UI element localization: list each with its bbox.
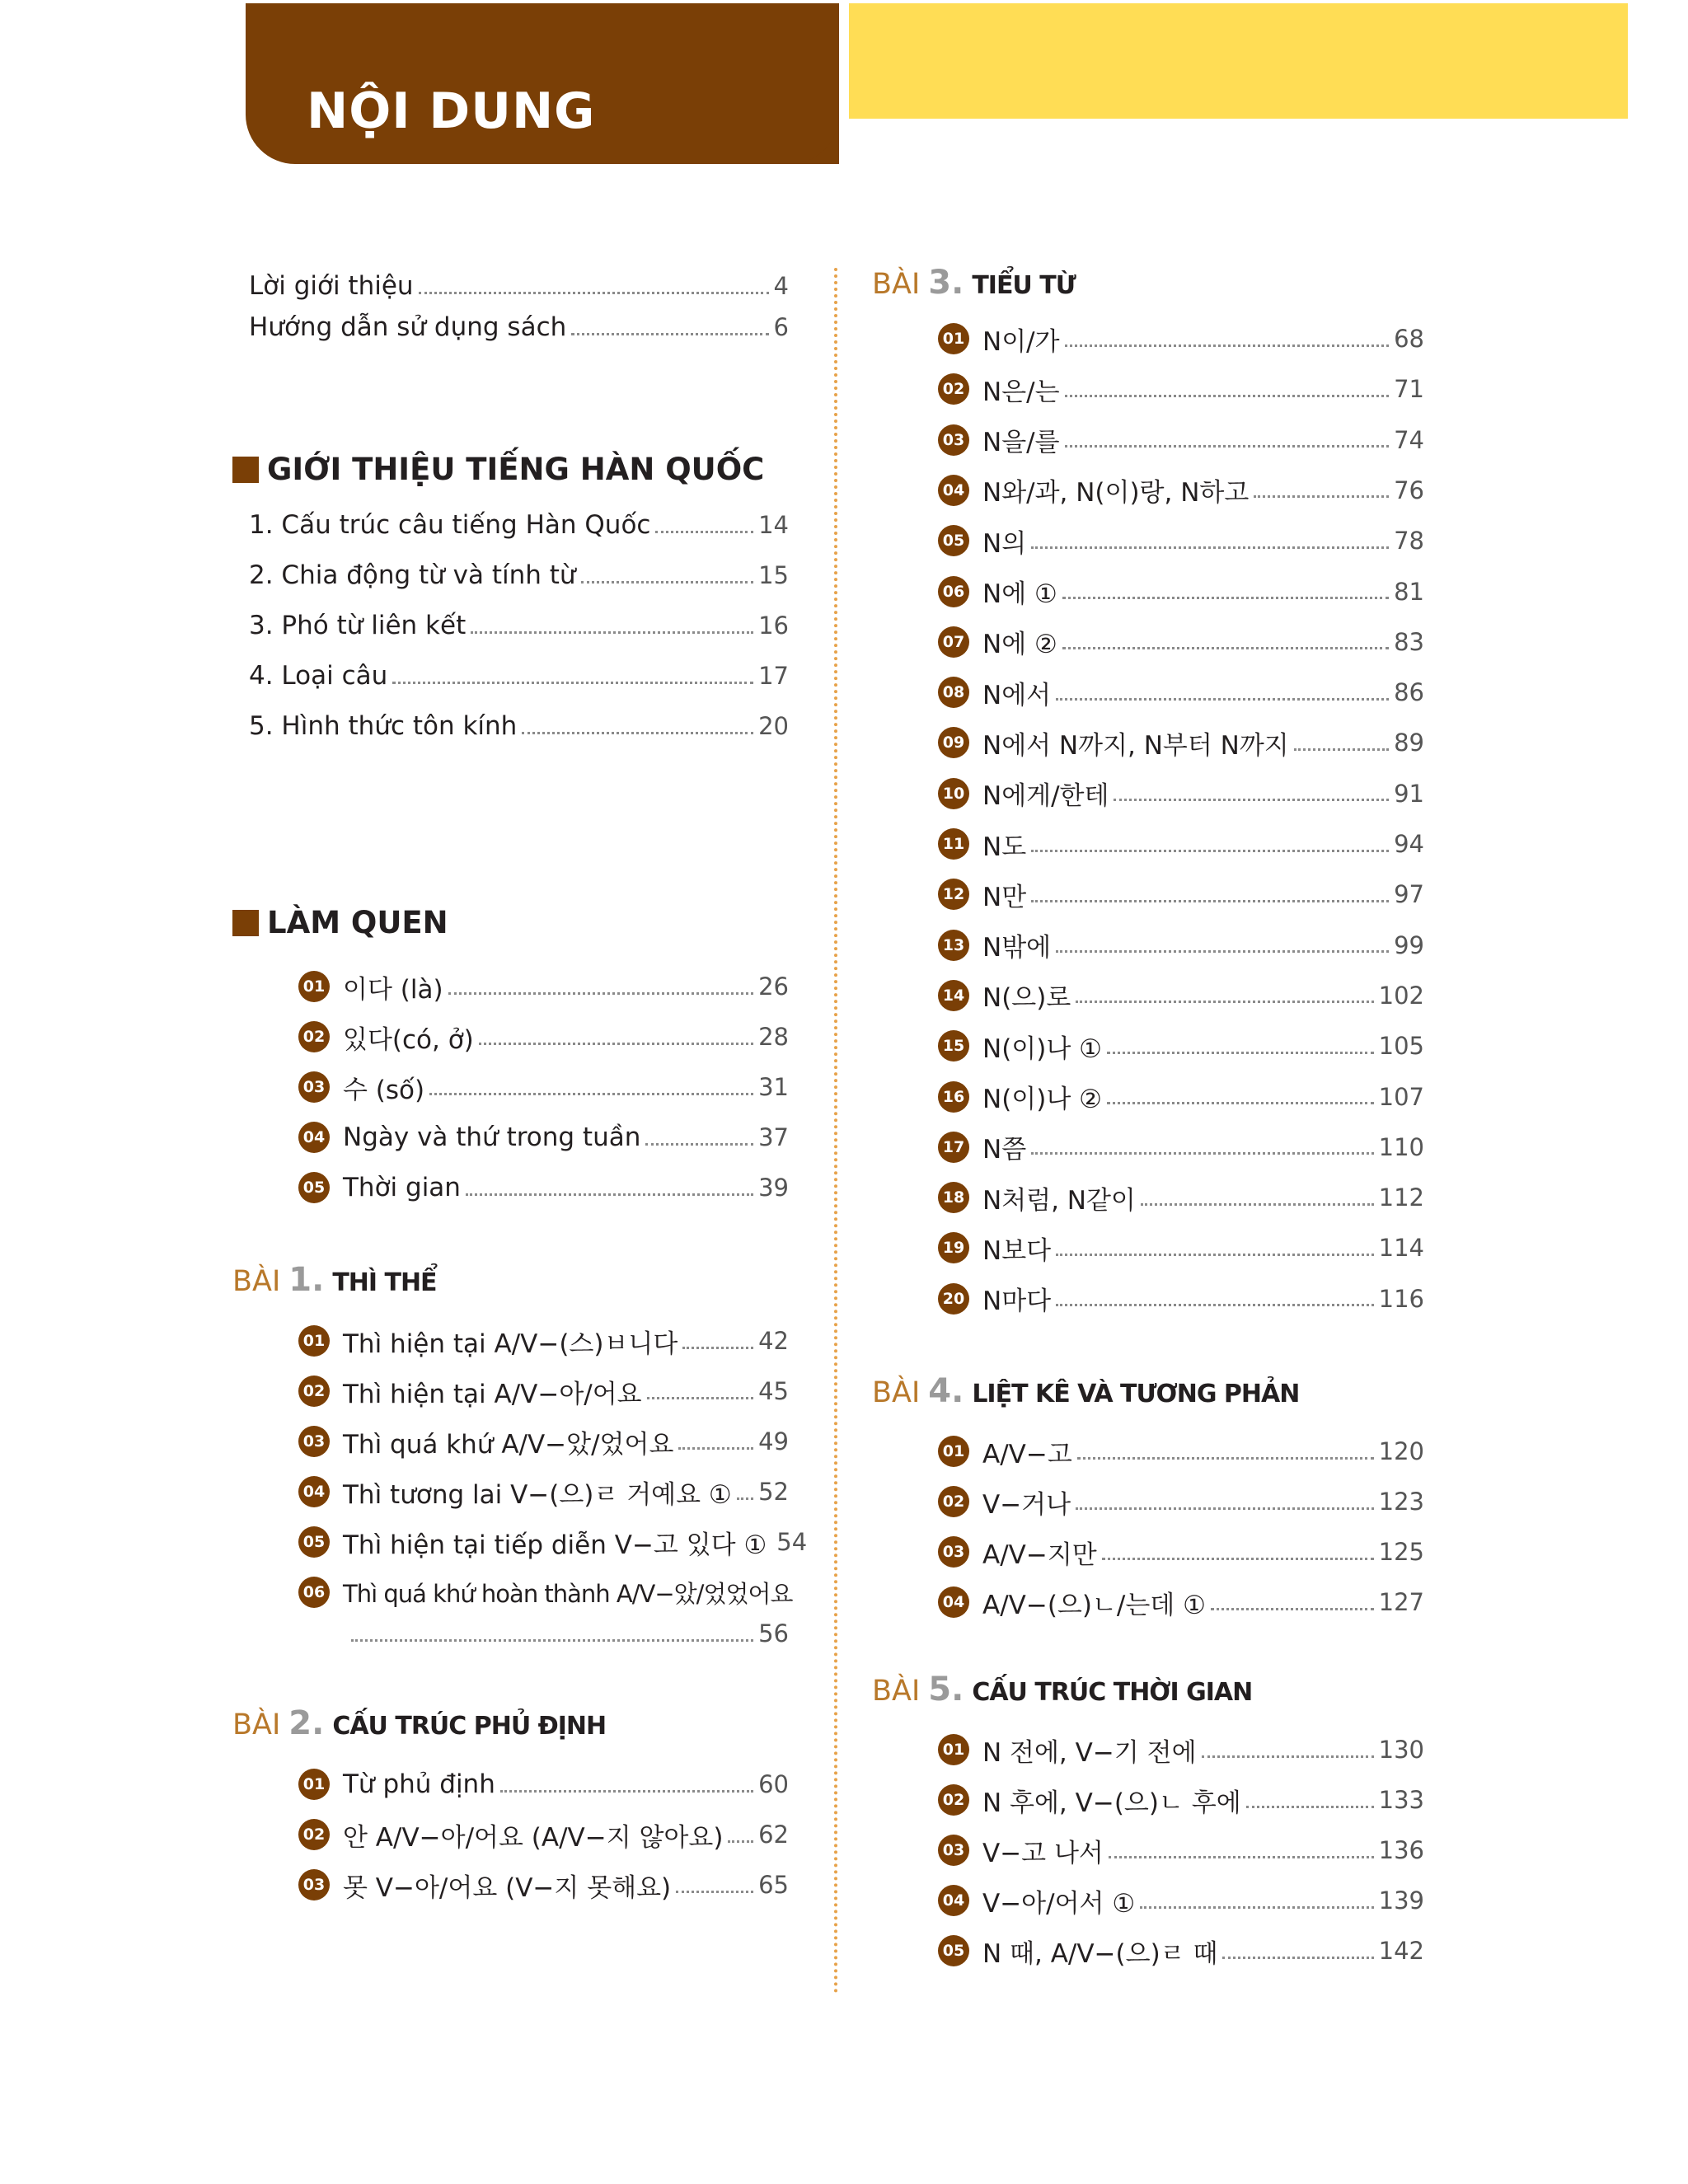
entry-text: 1. Cấu trúc câu tiếng Hàn Quốc <box>249 510 651 540</box>
entry-page: 74 <box>1394 425 1424 454</box>
number-badge: 14 <box>938 980 969 1011</box>
dot-leader <box>645 1143 753 1146</box>
entry-page: 102 <box>1378 981 1424 1010</box>
entry-text: 3. Phó từ liên kết <box>249 611 467 640</box>
dot-leader <box>1062 597 1389 599</box>
number-badge: 01 <box>298 1769 330 1800</box>
dot-leader <box>1107 1052 1374 1054</box>
entry-text: N 후에, V−(으)ㄴ 후에 <box>982 1788 1241 1818</box>
entry-page: 14 <box>758 511 789 539</box>
section-title: GIỚI THIỆU TIẾNG HÀN QUỐC <box>267 452 765 487</box>
lesson-label: BÀI <box>232 1708 281 1741</box>
number-badge: 05 <box>298 1172 330 1203</box>
number-badge: 01 <box>938 1436 969 1467</box>
number-badge: 06 <box>298 1577 330 1608</box>
toc-entry[interactable] <box>938 1531 1424 1572</box>
entry-text: N에서 <box>982 680 1052 710</box>
lesson-title: CẤU TRÚC PHỦ ĐỊNH <box>332 1712 607 1741</box>
dot-leader <box>678 1447 753 1450</box>
toc-entry[interactable] <box>938 1880 1424 1921</box>
dot-leader <box>1077 1457 1374 1460</box>
toc-entry[interactable] <box>298 1066 789 1108</box>
entry-text: N도 <box>982 832 1027 862</box>
entry-page: 28 <box>758 1023 789 1051</box>
entry-page: 78 <box>1394 527 1424 555</box>
entry-text: 못 V−아/어요 (V−지 못해요) <box>343 1872 672 1903</box>
dot-leader <box>471 631 753 634</box>
entry-text: Thì quá khứ A/V−았/었어요 <box>343 1429 674 1460</box>
dot-leader <box>1140 1906 1374 1909</box>
entry-text: Hướng dẫn sử dụng sách <box>249 312 567 342</box>
dot-leader <box>419 292 769 294</box>
number-badge: 01 <box>298 971 330 1002</box>
entry-page: 139 <box>1378 1886 1424 1915</box>
entry-page: 142 <box>1378 1937 1424 1965</box>
entry-page: 76 <box>1394 476 1424 504</box>
lesson-title: LIỆT KÊ VÀ TƯƠNG PHẢN <box>972 1380 1300 1408</box>
entry-text: 있다(có, ở) <box>343 1024 474 1055</box>
lesson-heading-bai5 <box>872 1671 1252 1708</box>
section-heading-lam-quen <box>232 905 448 940</box>
number-badge: 13 <box>938 930 969 961</box>
toc-entry[interactable] <box>938 722 1424 763</box>
toc-entry[interactable] <box>938 1779 1424 1821</box>
entry-text: N처럼, N같이 <box>982 1185 1136 1216</box>
toc-entry[interactable] <box>938 1830 1424 1871</box>
number-badge: 02 <box>938 373 969 405</box>
toc-entry[interactable] <box>938 773 1424 814</box>
entry-page: 107 <box>1378 1082 1424 1111</box>
dot-leader <box>1031 850 1389 852</box>
toc-entry[interactable] <box>938 672 1424 713</box>
entry-page: 116 <box>1378 1284 1424 1313</box>
number-badge: 02 <box>938 1486 969 1517</box>
toc-entry[interactable] <box>298 1117 789 1158</box>
dot-leader <box>1056 698 1389 701</box>
dot-leader <box>1031 1152 1374 1155</box>
dot-leader <box>392 682 753 684</box>
dot-leader <box>1056 1304 1374 1306</box>
dot-leader <box>466 1193 753 1196</box>
lesson-title: THÌ THỂ <box>332 1268 437 1297</box>
entry-text: Lời giới thiệu <box>249 271 414 301</box>
square-bullet-icon <box>232 457 259 483</box>
dot-leader <box>448 992 754 995</box>
lesson-heading-bai3 <box>872 264 1076 302</box>
number-badge: 05 <box>938 1935 969 1966</box>
entry-page: 17 <box>758 662 789 690</box>
number-badge: 20 <box>938 1283 969 1315</box>
toc-entry-intro[interactable] <box>249 265 789 307</box>
entry-text: 4. Loại câu <box>249 661 388 691</box>
dot-leader <box>1109 1856 1374 1858</box>
entry-page: 42 <box>758 1327 789 1355</box>
entry-page: 15 <box>758 561 789 589</box>
dot-leader <box>647 1397 753 1399</box>
dot-leader <box>1202 1755 1374 1758</box>
entry-page: 110 <box>1378 1132 1424 1161</box>
toc-entry[interactable] <box>938 470 1424 511</box>
entry-page: 136 <box>1378 1836 1424 1864</box>
dot-leader <box>479 1043 753 1045</box>
toc-entry[interactable] <box>938 823 1424 865</box>
lesson-label: BÀI <box>872 1376 921 1409</box>
dot-leader <box>1102 1558 1374 1560</box>
entry-page: 71 <box>1394 375 1424 404</box>
dot-leader <box>676 1891 753 1893</box>
entry-page: 127 <box>1378 1588 1424 1616</box>
toc-entry[interactable] <box>938 520 1424 561</box>
entry-page: 97 <box>1394 880 1424 909</box>
entry-text: N에게/한테 <box>982 781 1109 812</box>
entry-text: N은/는 <box>982 377 1060 407</box>
dot-leader <box>1107 1102 1374 1104</box>
number-badge: 08 <box>938 677 969 708</box>
entry-page: 4 <box>773 272 789 300</box>
number-badge: 02 <box>298 1021 330 1052</box>
entry-text: 안 A/V−아/어요 (A/V−지 않아요) <box>343 1822 724 1853</box>
lesson-title: CẤU TRÚC THỜI GIAN <box>972 1678 1253 1707</box>
toc-entry[interactable] <box>938 571 1424 612</box>
toc-entry[interactable] <box>298 1016 789 1057</box>
dot-leader <box>1222 1957 1373 1959</box>
entry-page: 65 <box>758 1871 789 1899</box>
number-badge: 04 <box>298 1476 330 1507</box>
entry-text: Từ phủ định <box>343 1769 495 1799</box>
dot-leader <box>429 1093 753 1095</box>
entry-page: 56 <box>758 1619 789 1647</box>
number-badge: 10 <box>938 778 969 809</box>
section-title: LÀM QUEN <box>267 905 448 940</box>
section-heading-gioi-thieu <box>232 452 764 487</box>
dot-leader <box>1065 344 1390 347</box>
number-badge: 03 <box>298 1869 330 1900</box>
lesson-number: 5. <box>928 1671 964 1708</box>
toc-entry[interactable] <box>938 368 1424 410</box>
toc-entry[interactable] <box>938 1127 1424 1168</box>
dot-leader <box>1031 546 1389 549</box>
entry-text: N(이)나 ② <box>982 1085 1102 1114</box>
toc-entry[interactable] <box>938 1431 1424 1472</box>
dot-leader <box>728 1840 753 1843</box>
dot-leader <box>1031 900 1389 902</box>
toc-entry[interactable] <box>938 925 1424 966</box>
entry-page: 26 <box>758 972 789 1001</box>
entry-text: 수 (số) <box>343 1075 425 1105</box>
lesson-label: BÀI <box>232 1265 281 1298</box>
number-badge: 03 <box>938 1835 969 1866</box>
toc-entry[interactable] <box>298 1320 789 1361</box>
entry-page: 105 <box>1378 1032 1424 1061</box>
lesson-number: 4. <box>928 1372 964 1410</box>
lesson-number: 2. <box>288 1704 325 1742</box>
entry-text: N에 ② <box>982 630 1057 660</box>
lesson-heading-bai1 <box>232 1261 437 1299</box>
dot-leader <box>655 531 753 533</box>
entry-page: 120 <box>1378 1437 1424 1465</box>
number-badge: 04 <box>298 1122 330 1153</box>
entry-text: N 때, A/V−(으)ㄹ 때 <box>982 1938 1218 1969</box>
toc-entry[interactable] <box>298 1371 789 1412</box>
toc-entry-guide[interactable] <box>249 307 789 348</box>
entry-page: 89 <box>1394 729 1424 757</box>
entry-text: A/V−(으)ㄴ/는데 ① <box>982 1590 1206 1620</box>
toc-entry[interactable] <box>249 705 789 747</box>
toc-entry[interactable] <box>298 966 789 1007</box>
toc-entry[interactable] <box>249 655 789 696</box>
square-bullet-icon <box>232 910 259 936</box>
entry-page: 37 <box>758 1123 789 1151</box>
toc-entry[interactable] <box>298 1864 789 1905</box>
dot-leader <box>1246 1806 1374 1808</box>
number-badge: 15 <box>938 1030 969 1062</box>
lesson-label: BÀI <box>872 268 921 301</box>
entry-text: N(으)로 <box>982 983 1071 1014</box>
toc-entry[interactable] <box>298 1167 789 1208</box>
entry-text: N밖에 <box>982 933 1052 963</box>
entry-page: 83 <box>1394 627 1424 656</box>
toc-entry[interactable] <box>938 419 1424 461</box>
entry-text: V−거나 <box>982 1489 1071 1520</box>
number-badge: 02 <box>938 1784 969 1816</box>
entry-text: V−고 나서 <box>982 1838 1104 1868</box>
entry-text: A/V−고 <box>982 1439 1072 1469</box>
entry-text: Thời gian <box>343 1173 461 1202</box>
dot-leader <box>1141 1203 1374 1206</box>
entry-page: 99 <box>1394 930 1424 959</box>
entry-page: 45 <box>758 1377 789 1405</box>
entry-text: Ngày và thứ trong tuần <box>343 1122 641 1152</box>
entry-page: 54 <box>776 1528 808 1556</box>
entry-page: 60 <box>758 1770 789 1798</box>
number-badge: 03 <box>938 1536 969 1568</box>
number-badge: 01 <box>298 1325 330 1357</box>
entry-page: 20 <box>758 712 789 740</box>
toc-entry[interactable] <box>938 621 1424 663</box>
entry-text: Thì hiện tại A/V−(스)ㅂ니다 <box>343 1329 678 1359</box>
entry-page: 133 <box>1378 1786 1424 1814</box>
number-badge: 01 <box>938 323 969 354</box>
number-badge: 05 <box>298 1526 330 1558</box>
dot-leader <box>500 1790 753 1793</box>
number-badge: 09 <box>938 727 969 758</box>
entry-page: 31 <box>758 1073 789 1101</box>
lesson-heading-bai2 <box>232 1704 606 1742</box>
entry-text: Thì hiện tại A/V−아/어요 <box>343 1379 642 1409</box>
dot-leader <box>1294 748 1389 751</box>
toc-entry[interactable] <box>249 555 789 596</box>
entry-page: 52 <box>758 1478 789 1506</box>
entry-page: 114 <box>1378 1234 1424 1263</box>
number-badge: 12 <box>938 879 969 910</box>
dot-leader <box>522 732 753 734</box>
number-badge: 11 <box>938 828 969 860</box>
entry-text: N(이)나 ① <box>982 1033 1102 1064</box>
number-badge: 06 <box>938 576 969 607</box>
dot-leader <box>1065 395 1390 397</box>
dot-leader <box>1254 495 1389 498</box>
entry-page: 39 <box>758 1174 789 1202</box>
toc-entry[interactable] <box>938 1278 1424 1319</box>
number-badge: 03 <box>938 424 969 456</box>
dot-leader <box>1056 1254 1374 1256</box>
entry-page: 112 <box>1378 1183 1424 1212</box>
page-title: NỘI DUNG <box>307 82 596 140</box>
toc-entry[interactable] <box>938 874 1424 915</box>
toc-entry-continued[interactable] <box>346 1613 789 1654</box>
entry-page: 68 <box>1394 325 1424 353</box>
column-divider <box>834 268 837 1994</box>
number-badge: 04 <box>938 1885 969 1916</box>
toc-entry[interactable] <box>938 975 1424 1016</box>
entry-text: Thì tương lai V−(으)ㄹ 거예요 ① <box>343 1479 732 1510</box>
dot-leader <box>571 333 768 335</box>
entry-text: 이다 (là) <box>343 974 443 1005</box>
toc-entry[interactable] <box>298 1814 789 1855</box>
dot-leader <box>1114 799 1389 801</box>
number-badge: 02 <box>298 1819 330 1850</box>
entry-text: 2. Chia động từ và tính từ <box>249 560 576 590</box>
toc-entry[interactable] <box>938 1025 1424 1066</box>
entry-page: 130 <box>1378 1736 1424 1764</box>
number-badge: 18 <box>938 1182 969 1213</box>
entry-text: N에 ① <box>982 579 1057 609</box>
toc-entry[interactable] <box>298 1572 793 1613</box>
toc-entry[interactable] <box>938 1227 1424 1268</box>
lesson-heading-bai4 <box>872 1372 1299 1410</box>
entry-text: N마다 <box>982 1286 1052 1317</box>
toc-entry[interactable] <box>938 1481 1424 1522</box>
header-accent-bar <box>849 3 1628 119</box>
entry-text: N의 <box>982 528 1027 559</box>
toc-entry[interactable] <box>938 1076 1424 1118</box>
toc-entry[interactable] <box>298 1764 789 1805</box>
entry-text: N쯤 <box>982 1135 1027 1165</box>
number-badge: 04 <box>938 475 969 506</box>
toc-entry[interactable] <box>938 1582 1424 1623</box>
entry-text: N보다 <box>982 1235 1052 1266</box>
entry-text: V−아/어서 ① <box>982 1888 1136 1919</box>
toc-entry[interactable] <box>938 1930 1424 1971</box>
dot-leader <box>1076 1001 1373 1003</box>
dot-leader <box>737 1497 753 1500</box>
lesson-label: BÀI <box>872 1675 921 1708</box>
toc-entry[interactable] <box>249 605 789 646</box>
entry-text: Thì quá khứ hoàn thành A/V−았/었었어요 <box>343 1579 793 1608</box>
entry-page: 62 <box>758 1821 789 1849</box>
dot-leader <box>1062 647 1389 649</box>
number-badge: 03 <box>298 1426 330 1457</box>
toc-entry[interactable] <box>298 1471 789 1512</box>
entry-text: Thì hiện tại tiếp diễn V−고 있다 ① <box>343 1530 767 1560</box>
dot-leader <box>581 581 754 583</box>
entry-page: 86 <box>1394 678 1424 707</box>
entry-text: 5. Hình thức tôn kính <box>249 711 518 741</box>
dot-leader <box>1076 1507 1374 1510</box>
dot-leader <box>351 1639 753 1642</box>
number-badge: 05 <box>938 525 969 556</box>
dot-leader <box>682 1347 753 1349</box>
number-badge: 17 <box>938 1132 969 1163</box>
lesson-number: 3. <box>928 264 964 302</box>
entry-text: N이/가 <box>982 326 1060 357</box>
number-badge: 04 <box>938 1586 969 1618</box>
toc-entry[interactable] <box>938 1729 1424 1770</box>
number-badge: 16 <box>938 1081 969 1113</box>
entry-text: A/V−지만 <box>982 1540 1097 1570</box>
entry-page: 94 <box>1394 830 1424 858</box>
number-badge: 07 <box>938 626 969 658</box>
number-badge: 19 <box>938 1232 969 1263</box>
entry-text: N만 <box>982 882 1027 912</box>
entry-text: N 전에, V−기 전에 <box>982 1737 1197 1768</box>
entry-page: 16 <box>758 612 789 640</box>
number-badge: 02 <box>298 1376 330 1407</box>
entry-page: 49 <box>758 1427 789 1455</box>
lesson-number: 1. <box>288 1261 325 1299</box>
entry-page: 123 <box>1378 1488 1424 1516</box>
dot-leader <box>1056 950 1389 953</box>
toc-entry[interactable] <box>938 318 1424 359</box>
toc-entry[interactable] <box>298 1521 808 1563</box>
entry-text: N와/과, N(이)랑, N하고 <box>982 478 1250 509</box>
dot-leader <box>1211 1608 1374 1610</box>
entry-page: 6 <box>773 313 789 341</box>
entry-page: 125 <box>1378 1538 1424 1566</box>
lesson-title: TIỂU TỪ <box>972 271 1076 300</box>
toc-entry[interactable] <box>298 1421 789 1462</box>
entry-page: 81 <box>1394 577 1424 606</box>
entry-text: N에서 N까지, N부터 N까지 <box>982 730 1289 761</box>
dot-leader <box>1065 445 1390 448</box>
number-badge: 01 <box>938 1734 969 1765</box>
entry-page: 91 <box>1394 779 1424 808</box>
entry-text: N을/를 <box>982 428 1060 458</box>
number-badge: 03 <box>298 1071 330 1103</box>
toc-entry[interactable] <box>249 504 789 546</box>
toc-entry[interactable] <box>938 1177 1424 1218</box>
